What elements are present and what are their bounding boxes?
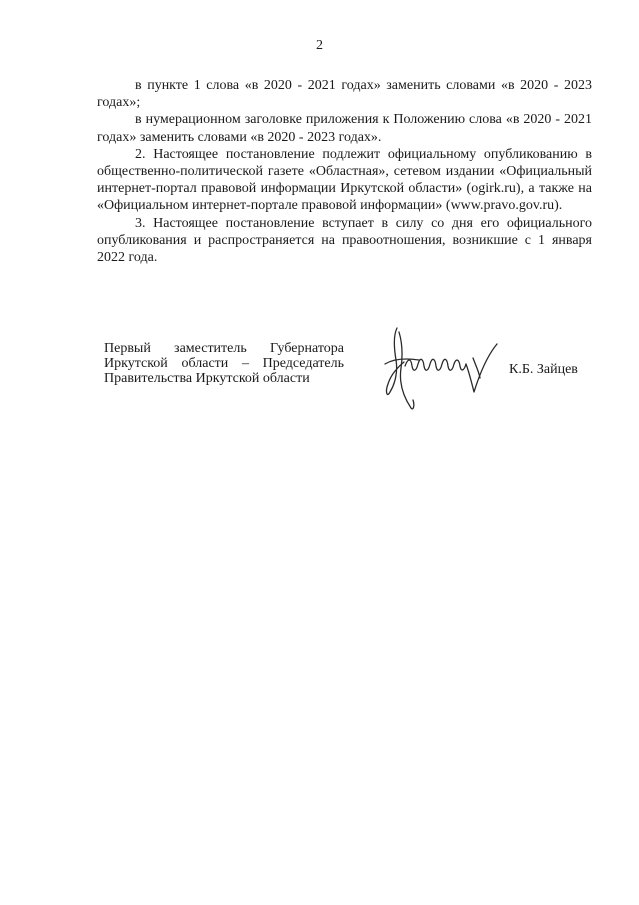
position-line-1: Первый заместитель Губернатора — [104, 341, 344, 356]
signatory-position — [104, 341, 344, 386]
position-line-2: Иркутской области – Председатель — [104, 356, 344, 371]
paragraph-2: в нумерационном заголовке приложения к Положению слова «в 2020 - 2021 годах» заменить словами «в 2020 - 2023 годах». — [97, 112, 592, 145]
handwritten-signature — [375, 322, 505, 414]
document-body — [97, 77, 592, 266]
paragraph-3: 2. Настоящее постановление подлежит официальному опубликованию в общественно-политической газете «Областная», сетевом издании «Официальный интернет-портал правовой информации Иркутской области» (ogirk.ru), а также на «Официальном интернет-портале правовой информации» (www.pravo.gov.ru). — [97, 146, 592, 214]
paragraph-1: в пункте 1 слова «в 2020 - 2021 годах» заменить словами «в 2020 - 2023 годах»; — [97, 78, 592, 111]
page-number: 2 — [316, 38, 323, 53]
paragraph-4: 3. Настоящее постановление вступает в силу со дня его официального опубликования и распространяется на правоотношения, возникшие с 1 января 2022 года. — [97, 215, 592, 266]
signer-name: К.Б. Зайцев — [509, 362, 578, 377]
position-line-3: Правительства Иркутской области — [104, 371, 310, 386]
